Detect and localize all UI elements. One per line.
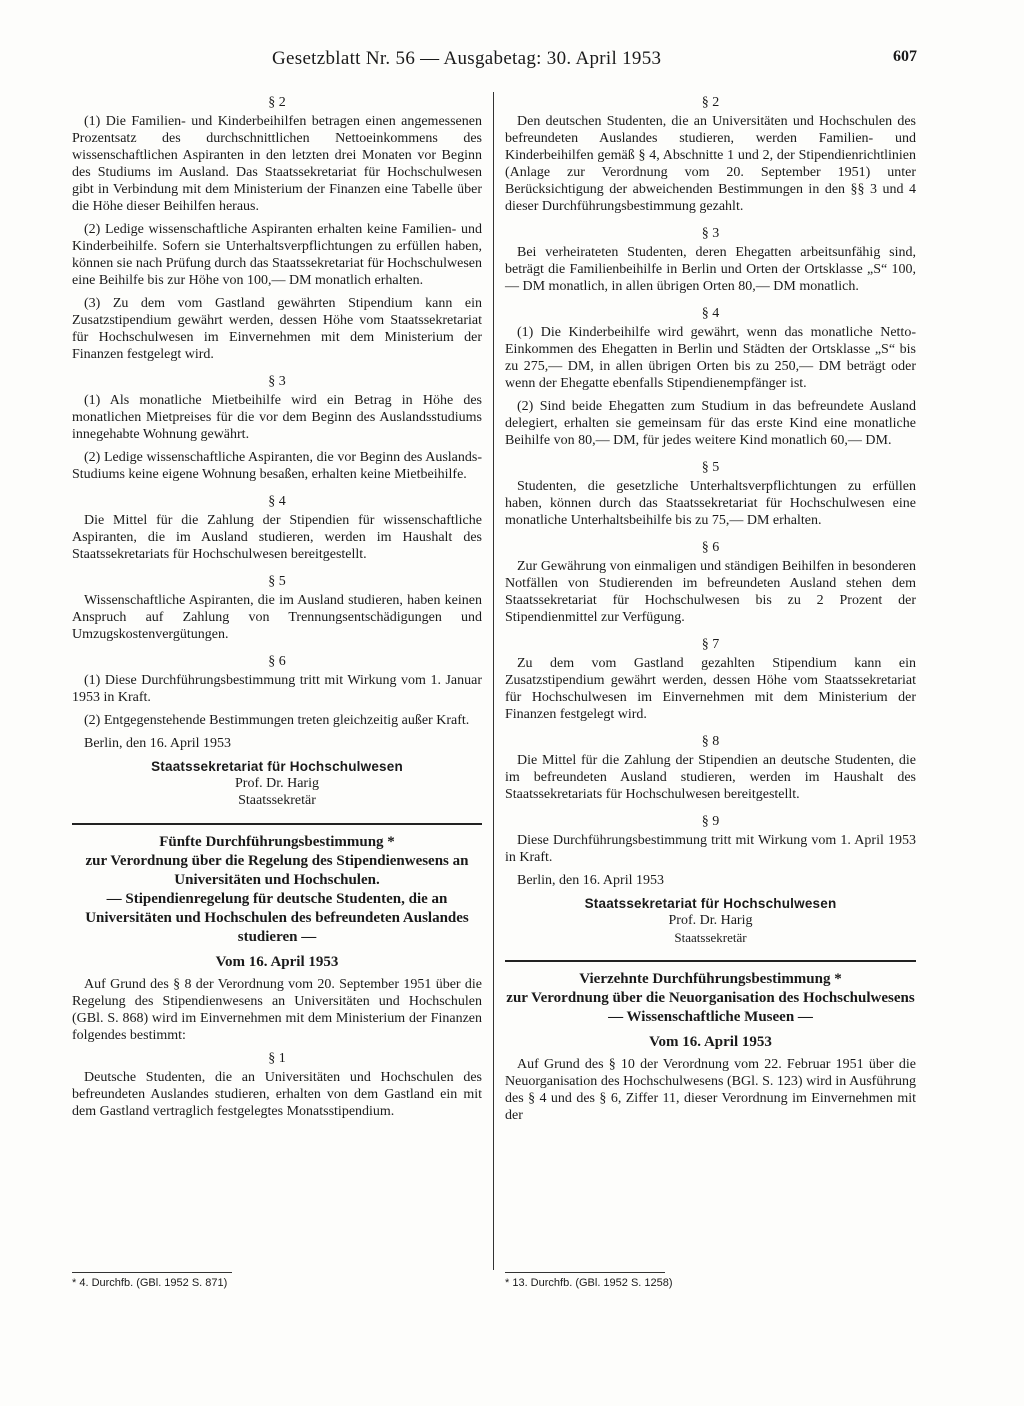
section-heading: § 5 <box>268 574 286 589</box>
paragraph: (1) Als monatliche Mietbeihilfe wird ein Betrag in Höhe des monatlichen Mietpreises für die vor dem Beginn des Auslandsstudiums innegehabte Wohnung gewährt. <box>72 393 482 442</box>
regulation-subtitle: zur Verordnung über die Regelung des Stipendienwesens an Universitäten und Hochschulen. <box>85 853 469 888</box>
header-title: Gesetzblatt Nr. 56 — Ausgabetag: 30. April 1953 <box>272 48 662 69</box>
section-heading: § 2 <box>268 95 286 110</box>
section-rule <box>505 960 916 962</box>
paragraph: Deutsche Studenten, die an Universitäten und Hochschulen des befreundeten Auslandes studieren, erhalten von dem Gastland ein mit dem Gastland vertraglich festgelegtes Monatsstipendium. <box>72 1070 482 1119</box>
paragraph: (3) Zu dem vom Gastland gewährten Stipendium kann ein Zusatzstipendium gewährt werden, dessen Höhe vom Staatssekretariat für Hochschulwesen im Einvernehmen mit dem Ministerium der Finanzen festgelegt wird. <box>72 296 482 362</box>
paragraph: Zur Gewährung von einmaligen und ständigen Beihilfen in besonderen Notfällen von Studierenden im befreundeten Ausland stehen dem Staatssekretariat für Hochschulwesen bis zu 2 Prozent der Stipendienmittel zur Verfügung. <box>505 559 916 625</box>
footnote-text: * 13. Durchfb. (GBl. 1952 S. 1258) <box>505 1277 673 1289</box>
section-rule <box>72 823 482 825</box>
signature-name: Prof. Dr. Harig <box>235 776 319 791</box>
paragraph: (1) Die Kinderbeihilfe wird gewährt, wenn das monatliche Netto-Einkommen des Ehegatten in Berlin und Städten der Ortsklasse „S“ bis zu 275,— DM, in allen übrigen Orten bis zu 250,— DM beträgt oder wenn der Ehegatte ebenfalls Stipendienempfänger ist. <box>505 325 916 391</box>
footnote-right <box>505 1262 673 1290</box>
paragraph: Wissenschaftliche Aspiranten, die im Ausland studieren, haben keinen Anspruch auf Zahlung von Trennungsentschädigungen und Umzugskostenvergütungen. <box>72 593 482 642</box>
section-heading: § 4 <box>701 306 720 321</box>
paragraph: Auf Grund des § 8 der Verordnung vom 20. September 1951 über die Regelung des Stipendienwesens an Universitäten und Hochschulen (GBl. S. 868) wird im Einvernehmen mit dem Ministerium der Finanzen folgendes bestimmt: <box>72 977 482 1043</box>
section-heading: § 6 <box>701 540 720 555</box>
signature-date: Berlin, den 16. April 1953 <box>84 736 231 751</box>
right-column <box>505 92 916 1130</box>
regulation-title: Fünfte Durchführungsbestimmung * <box>159 834 395 850</box>
footnote-left <box>72 1262 232 1290</box>
left-column <box>72 92 482 1126</box>
section-heading: § 7 <box>701 637 720 652</box>
regulation-subtitle: zur Verordnung über die Neuorganisation des Hochschulwesens — Wissenschaftliche Museen — <box>506 990 915 1025</box>
paragraph: (1) Die Familien- und Kinderbeihilfen betragen einen angemessenen Prozentsatz des durchschnittlichen Nettoeinkommens des wissenschaftlichen Aspiranten in den letzten drei Monaten vor Beginn des Studiums im Ausland. Das Staatssekretariat für Hochschulwesen gibt in Verbindung mit dem Ministerium der Finanzen eine Tabelle über die Höhe dieser Beihilfen heraus. <box>72 114 482 214</box>
column-divider <box>493 92 494 1270</box>
signature-name: Prof. Dr. Harig <box>668 913 753 928</box>
section-heading: § 4 <box>268 494 286 509</box>
paragraph: Zu dem vom Gastland gezahlten Stipendium kann ein Zusatzstipendium gewährt werden, dessen Höhe vom Staatssekretariat für Hochschulwesen im Einvernehmen mit dem Ministerium der Finanzen festgelegt wird. <box>505 656 916 722</box>
section-heading: § 5 <box>701 460 720 475</box>
footnote-rule <box>72 1272 232 1273</box>
section-heading: § 9 <box>701 814 720 829</box>
section-heading: § 8 <box>701 734 720 749</box>
section-heading: § 3 <box>268 374 286 389</box>
signature-org: Staatssekretariat für Hochschulwesen <box>584 896 837 911</box>
footnote-rule <box>505 1272 665 1273</box>
paragraph: Die Mittel für die Zahlung der Stipendien an deutsche Studenten, die im befreundeten Ausland studieren, werden im Haushalt des Staatssekretariats für Hochschulwesen bereitgestellt. <box>505 753 916 802</box>
paragraph: (2) Ledige wissenschaftliche Aspiranten, die vor Beginn des Auslands-Studiums keine eigene Wohnung besaßen, erhalten keine Mietbeihilfe. <box>72 450 482 482</box>
regulation-title: Vierzehnte Durchführungsbestimmung * <box>579 971 842 987</box>
paragraph: Auf Grund des § 10 der Verordnung vom 22. Februar 1951 über die Neuorganisation des Hochschulwesens (BGl. S. 123) wird in Ausführung des § 4 und des § 6, Ziffer 11, dieser Verordnung im Einvernehmen mit der <box>505 1057 916 1123</box>
section-heading: § 2 <box>701 95 720 110</box>
paragraph: Die Mittel für die Zahlung der Stipendien für wissenschaftliche Aspiranten, die im Ausland studieren, werden im Haushalt des Staatssekretariats für Hochschulwesen bereitgestellt. <box>72 513 482 562</box>
regulation-date: Vom 16. April 1953 <box>649 1034 772 1050</box>
paragraph: (1) Diese Durchführungsbestimmung tritt mit Wirkung vom 1. Januar 1953 in Kraft. <box>72 673 482 705</box>
paragraph: Studenten, die gesetzliche Unterhaltsverpflichtungen zu erfüllen haben, können durch das Staatssekretariat für Hochschulwesen eine monatliche Unterhaltsbeihilfe bis zu 75,— DM erhalten. <box>505 479 916 528</box>
regulation-topic: — Stipendienregelung für deutsche Studenten, die an Universitäten und Hochschulen des befreundeten Auslandes studieren — <box>85 891 469 945</box>
paragraph: Diese Durchführungsbestimmung tritt mit Wirkung vom 1. April 1953 in Kraft. <box>505 833 916 865</box>
paragraph: (2) Ledige wissenschaftliche Aspiranten erhalten keine Familien- und Kinderbeihilfe. Sofern sie Unterhaltsverpflichtungen zu erfüllen haben, können sie nach Prüfung durch das Staatssekretariat für Hochschulwesen eine Beihilfe bis zur Höhe von 100,— DM monatlich erhalten. <box>72 222 482 288</box>
regulation-date: Vom 16. April 1953 <box>215 954 339 970</box>
signature-org: Staatssekretariat für Hochschulwesen <box>151 759 403 774</box>
page-number: 607 <box>893 48 917 65</box>
section-heading: § 6 <box>268 654 286 669</box>
paragraph: (2) Entgegenstehende Bestimmungen treten gleichzeitig außer Kraft. <box>84 713 470 728</box>
paragraph: Den deutschen Studenten, die an Universitäten und Hochschulen des befreundeten Auslandes studieren, werden Familien- und Kinderbeihilfen gemäß § 4, Abschnitte 1 und 2, der Stipendienrichtlinien (Anlage zur Verordnung vom 20. September 1951) unter Berücksichtigung der abweichenden Bestimmungen in den §§ 3 und 4 dieser Durchführungsbestimmung gezahlt. <box>505 114 916 214</box>
footnote-text: * 4. Durchfb. (GBl. 1952 S. 871) <box>72 1277 228 1289</box>
page-header <box>0 48 1024 76</box>
signature-title: Staatssekretär <box>238 793 316 808</box>
paragraph: Bei verheirateten Studenten, deren Ehegatten arbeitsunfähig sind, beträgt die Familienbeihilfe in Berlin und Orten der Ortsklasse „S“ 100,— DM monatlich, in allen übrigen Orten 80,— DM monatlich. <box>505 245 916 294</box>
section-heading: § 1 <box>268 1051 286 1066</box>
signature-title: Staatssekretär <box>674 930 747 945</box>
paragraph: (2) Sind beide Ehegatten zum Studium in das befreundete Ausland delegiert, erhalten sie gemeinsam für das erste Kind eine monatliche Beihilfe von 80,— DM, für jedes weitere Kind monatlich 60,— DM. <box>505 399 916 448</box>
signature-date: Berlin, den 16. April 1953 <box>517 873 664 888</box>
section-heading: § 3 <box>701 226 720 241</box>
